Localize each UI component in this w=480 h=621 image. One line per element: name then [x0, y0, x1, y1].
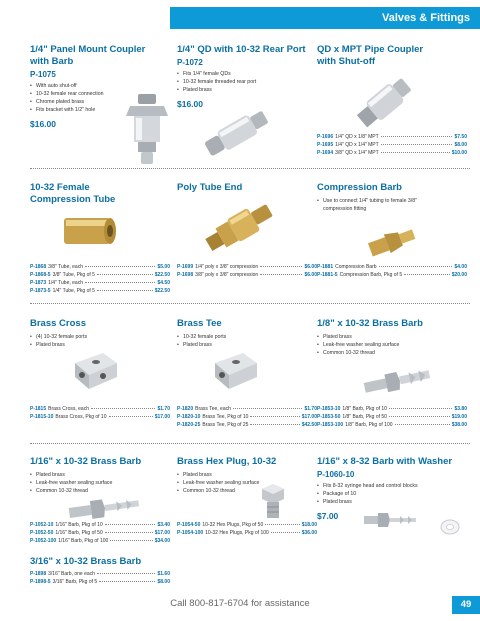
item-price: $17.00	[154, 414, 170, 420]
product-title: Poly Tube End	[177, 182, 243, 193]
leader-dots	[389, 416, 450, 417]
list-item	[317, 413, 467, 421]
list-item	[177, 421, 317, 429]
list-item	[317, 421, 467, 429]
price-list-barb-316	[30, 570, 170, 586]
list-item	[30, 405, 170, 413]
item-price: $42.50	[301, 422, 317, 428]
list-item	[30, 529, 170, 537]
item-code: P-1873	[30, 280, 47, 286]
item-code: P-1868-5	[30, 272, 51, 278]
item-desc: Brass Tee, Pkg of 25	[202, 422, 249, 428]
item-desc: 1/4" QD x 1/4" MPT	[335, 142, 379, 148]
leader-dots	[381, 136, 453, 137]
panel-coupler-image	[120, 92, 175, 167]
item-price: $18.00	[301, 522, 317, 528]
feature: • With auto shut-off	[30, 82, 170, 90]
item-desc: Brass Cross, Pkg of 10	[55, 414, 107, 420]
product-barb-316	[30, 556, 170, 568]
section-divider	[30, 443, 470, 444]
feature: • 10-32 female threaded rear port	[177, 78, 317, 86]
item-desc: 1/8" Barb, Pkg of 100	[345, 422, 393, 428]
list-item	[177, 263, 317, 271]
section-divider	[30, 168, 470, 169]
feature: • Plated brass	[30, 471, 170, 479]
item-desc: Brass Cross, each	[48, 406, 89, 412]
leader-dots	[91, 408, 156, 409]
item-code: P-1868	[30, 264, 47, 270]
item-desc: 1/16" Barb, Pkg of 50	[55, 530, 103, 536]
item-code: P-1853-50	[317, 414, 341, 420]
item-desc: Brass Tee, each	[195, 406, 231, 412]
item-price: $36.00	[301, 530, 317, 536]
list-item	[30, 287, 170, 295]
leader-dots	[265, 524, 299, 525]
price-list-hex-plug	[177, 521, 317, 537]
leader-dots	[85, 266, 156, 267]
feature-list	[317, 333, 467, 357]
price-list-poly-tube	[177, 263, 317, 279]
feature: • 10-32 female ports	[177, 333, 317, 341]
list-item	[30, 578, 170, 586]
leader-dots	[97, 290, 153, 291]
item-code: P-1694	[317, 150, 334, 156]
leader-dots	[109, 416, 153, 417]
feature: • Fits 8-32 syringe head and control blocks	[317, 482, 467, 490]
list-item	[177, 405, 317, 413]
product-barb-18	[317, 318, 467, 357]
product-code: P-1072	[177, 58, 203, 67]
item-code: P-1054-50	[177, 522, 201, 528]
price-list-compression-barb	[317, 263, 467, 279]
price-list-female-tube	[30, 263, 170, 295]
item-desc: 1/4" QD x 1/8" MPT	[335, 134, 379, 140]
list-item	[317, 149, 467, 157]
feature: • Plated brass	[177, 341, 317, 349]
leader-dots	[233, 408, 303, 409]
item-code: P-1695	[317, 142, 334, 148]
page-number: 49	[452, 596, 480, 614]
feature-list	[177, 471, 317, 495]
poly-tube-image	[200, 198, 280, 256]
leader-dots	[97, 274, 153, 275]
item-desc: 3/8" Tube, each	[48, 264, 83, 270]
item-code: P-1820-10	[177, 414, 201, 420]
item-price: $10.00	[451, 150, 467, 156]
product-title: with Barb	[30, 56, 74, 67]
item-price: $19.00	[451, 414, 467, 420]
item-code: P-1853-10	[317, 406, 341, 412]
product-price: $16.00	[30, 119, 56, 129]
item-price: $38.00	[451, 422, 467, 428]
feature: • Common 10-32 thread	[317, 349, 467, 357]
item-desc: 1/4" Tube, each	[48, 280, 83, 286]
item-code: P-1052-50	[30, 530, 54, 536]
item-desc: 3/8" Tube, Pkg of 5	[52, 272, 95, 278]
hex-plug-image	[258, 483, 288, 521]
leader-dots	[404, 274, 450, 275]
list-item	[30, 413, 170, 421]
feature-list	[177, 70, 317, 94]
item-price: $20.00	[451, 272, 467, 278]
item-desc: 10-32 Hex Plugs, Pkg of 100	[205, 530, 269, 536]
list-item	[177, 529, 317, 537]
section-header: Valves & Fittings	[170, 7, 480, 29]
product-title: with Shut-off	[317, 56, 376, 67]
list-item	[317, 141, 467, 149]
leader-dots	[105, 524, 156, 525]
item-code: P-1820	[177, 406, 194, 412]
item-price: $22.50	[154, 272, 170, 278]
item-desc: 10-32 Hex Plugs, Pkg of 50	[202, 522, 264, 528]
product-title: Compression Tube	[30, 194, 116, 205]
item-desc: Compression Barb	[335, 264, 377, 270]
leader-dots	[97, 573, 156, 574]
leader-dots	[379, 266, 453, 267]
item-desc: 3/8" QD x 1/4" MPT	[335, 150, 379, 156]
feature: • Common 10-32 thread	[177, 487, 317, 495]
feature: • Fits 1/4" female QDs	[177, 70, 317, 78]
leader-dots	[271, 532, 300, 533]
list-item	[177, 271, 317, 279]
price-list-brass-cross	[30, 405, 170, 421]
leader-dots	[105, 532, 153, 533]
product-price: $7.00	[317, 511, 339, 521]
leader-dots	[250, 416, 299, 417]
item-price: $4.00	[454, 264, 467, 270]
item-desc: 1/16" Barb, Pkg of 10	[55, 522, 103, 528]
item-desc: 3/8" poly x 3/8" compression	[195, 272, 259, 278]
feature: • Leak-free washer sealing surface	[30, 479, 170, 487]
product-title: 1/4" Panel Mount Coupler	[30, 44, 146, 55]
item-price: $5.00	[157, 264, 170, 270]
item-desc: 3/16" Barb, one each	[48, 571, 95, 577]
leader-dots	[260, 274, 302, 275]
product-title: 10-32 Female	[30, 182, 90, 193]
item-code: P-1881-5	[317, 272, 338, 278]
barb-116-image	[65, 493, 145, 523]
leader-dots	[389, 408, 453, 409]
feature: • (4) 10-32 female ports	[30, 333, 170, 341]
compression-barb-image	[365, 222, 420, 262]
product-title: Brass Cross	[30, 318, 86, 329]
item-price: $17.00	[154, 530, 170, 536]
page-footer	[0, 596, 480, 614]
price-list-barb-116	[30, 521, 170, 545]
feature: • Common 10-32 thread	[30, 487, 170, 495]
feature: • Chrome plated brass	[30, 98, 170, 106]
item-code: P-1815	[30, 406, 47, 412]
product-female-tube	[30, 182, 170, 206]
item-desc: Compression Barb, Pkg of 5	[339, 272, 403, 278]
item-price: $1.70	[157, 406, 170, 412]
list-item	[30, 271, 170, 279]
feature: • Plated brass	[317, 333, 467, 341]
item-code: P-1699	[177, 264, 194, 270]
item-code: P-1881	[317, 264, 334, 270]
item-price: $8.00	[454, 142, 467, 148]
item-price: $1.70	[304, 406, 317, 412]
item-desc: 1/4" Tube, Pkg of 5	[52, 288, 95, 294]
item-desc: 1/4" poly x 3/8" compression	[195, 264, 259, 270]
product-price: $16.00	[177, 99, 203, 109]
brass-tee-image	[205, 345, 265, 393]
item-desc: 3/16" Barb, Pkg of 5	[52, 579, 98, 585]
item-code: P-1898	[30, 571, 47, 577]
brass-cross-image	[65, 345, 125, 393]
item-desc: Brass Tee, Pkg of 10	[202, 414, 249, 420]
barb-washer-image	[360, 508, 420, 532]
product-title: 1/16" x 10-32 Brass Barb	[30, 456, 142, 467]
item-desc: 1/8" Barb, Pkg of 10	[342, 406, 387, 412]
feature: • Plated brass	[177, 471, 317, 479]
list-item	[30, 279, 170, 287]
item-price: $4.50	[157, 280, 170, 286]
product-code: P-1060-10	[317, 470, 355, 479]
item-code: P-1696	[317, 134, 334, 140]
item-price: $6.00	[304, 272, 317, 278]
feature-list	[317, 197, 442, 213]
feature: • Plated brass	[30, 341, 170, 349]
item-desc: 1/16" Barb, Pkg of 100	[58, 538, 109, 544]
item-desc: 1/8" Barb, Pkg of 50	[342, 414, 387, 420]
list-item	[177, 413, 317, 421]
feature: • Leak-free washer sealing surface	[317, 341, 467, 349]
product-compression-barb	[317, 182, 467, 213]
item-price: $22.50	[154, 288, 170, 294]
product-title: 1/4" QD with 10-32 Rear Port	[177, 44, 306, 55]
feature: • Package of 10	[317, 490, 467, 498]
list-item	[317, 263, 467, 271]
item-code: P-1052-10	[30, 522, 54, 528]
item-code: P-1873-5	[30, 288, 51, 294]
item-price: $8.00	[157, 579, 170, 585]
leader-dots	[260, 266, 302, 267]
item-price: $17.00	[301, 414, 317, 420]
washer-image	[440, 518, 460, 536]
item-code: P-1052-100	[30, 538, 57, 544]
item-code: P-1815-10	[30, 414, 54, 420]
price-list-brass-tee	[177, 405, 317, 429]
product-title: 1/8" x 10-32 Brass Barb	[317, 318, 423, 329]
feature: • Plated brass	[317, 498, 467, 506]
leader-dots	[250, 424, 299, 425]
item-code: P-1698	[177, 272, 194, 278]
feature: • Use to connect 1/4" tubing to female 3/8" compression fitting	[317, 197, 442, 213]
product-qd-rear-port	[177, 44, 317, 109]
leader-dots	[110, 540, 152, 541]
feature: • Plated brass	[177, 86, 317, 94]
leader-dots	[381, 144, 453, 145]
section-divider	[30, 303, 470, 304]
product-title: 1/16" x 8-32 Barb with Washer	[317, 456, 453, 467]
product-title: Compression Barb	[317, 182, 402, 193]
product-title: Brass Tee	[177, 318, 222, 329]
qd-rear-port-image	[200, 105, 275, 163]
item-price: $6.00	[304, 264, 317, 270]
list-item	[317, 405, 467, 413]
feature-list	[30, 471, 170, 495]
product-title: Brass Hex Plug, 10-32	[177, 456, 277, 467]
item-code: P-1853-100	[317, 422, 344, 428]
feature: • Leak-free washer sealing surface	[177, 479, 317, 487]
leader-dots	[85, 282, 156, 283]
feature: • Fits bracket with 1/2" hole	[30, 106, 170, 114]
qd-mpt-image	[350, 72, 420, 132]
item-code: P-1898-5	[30, 579, 51, 585]
item-price: $3.40	[157, 522, 170, 528]
product-title: QD x MPT Pipe Coupler	[317, 44, 424, 55]
leader-dots	[395, 424, 450, 425]
product-poly-tube	[177, 182, 317, 194]
price-list-barb-18	[317, 405, 467, 429]
item-code: P-1820-25	[177, 422, 201, 428]
feature: • 10-32 female rear connection	[30, 90, 170, 98]
leader-dots	[99, 581, 155, 582]
list-item	[177, 521, 317, 529]
product-hex-plug	[177, 456, 317, 495]
item-code: P-1054-100	[177, 530, 204, 536]
feature-list	[317, 482, 467, 506]
product-title: 3/16" x 10-32 Brass Barb	[30, 556, 142, 567]
support-phone-text: Call 800-817-6704 for assistance	[170, 598, 310, 609]
product-code: P-1075	[30, 70, 56, 79]
barb-18-image	[360, 365, 435, 397]
item-price: $34.00	[154, 538, 170, 544]
leader-dots	[381, 152, 450, 153]
list-item	[30, 263, 170, 271]
female-tube-image	[60, 210, 120, 252]
list-item	[317, 271, 467, 279]
product-barb-116	[30, 456, 170, 495]
price-list-qd-mpt	[317, 133, 467, 157]
product-qd-mpt	[317, 44, 467, 68]
item-price: $3.80	[454, 406, 467, 412]
list-item	[30, 570, 170, 578]
item-price: $1.60	[157, 571, 170, 577]
item-price: $7.50	[454, 134, 467, 140]
list-item	[30, 537, 170, 545]
list-item	[317, 133, 467, 141]
list-item	[30, 521, 170, 529]
